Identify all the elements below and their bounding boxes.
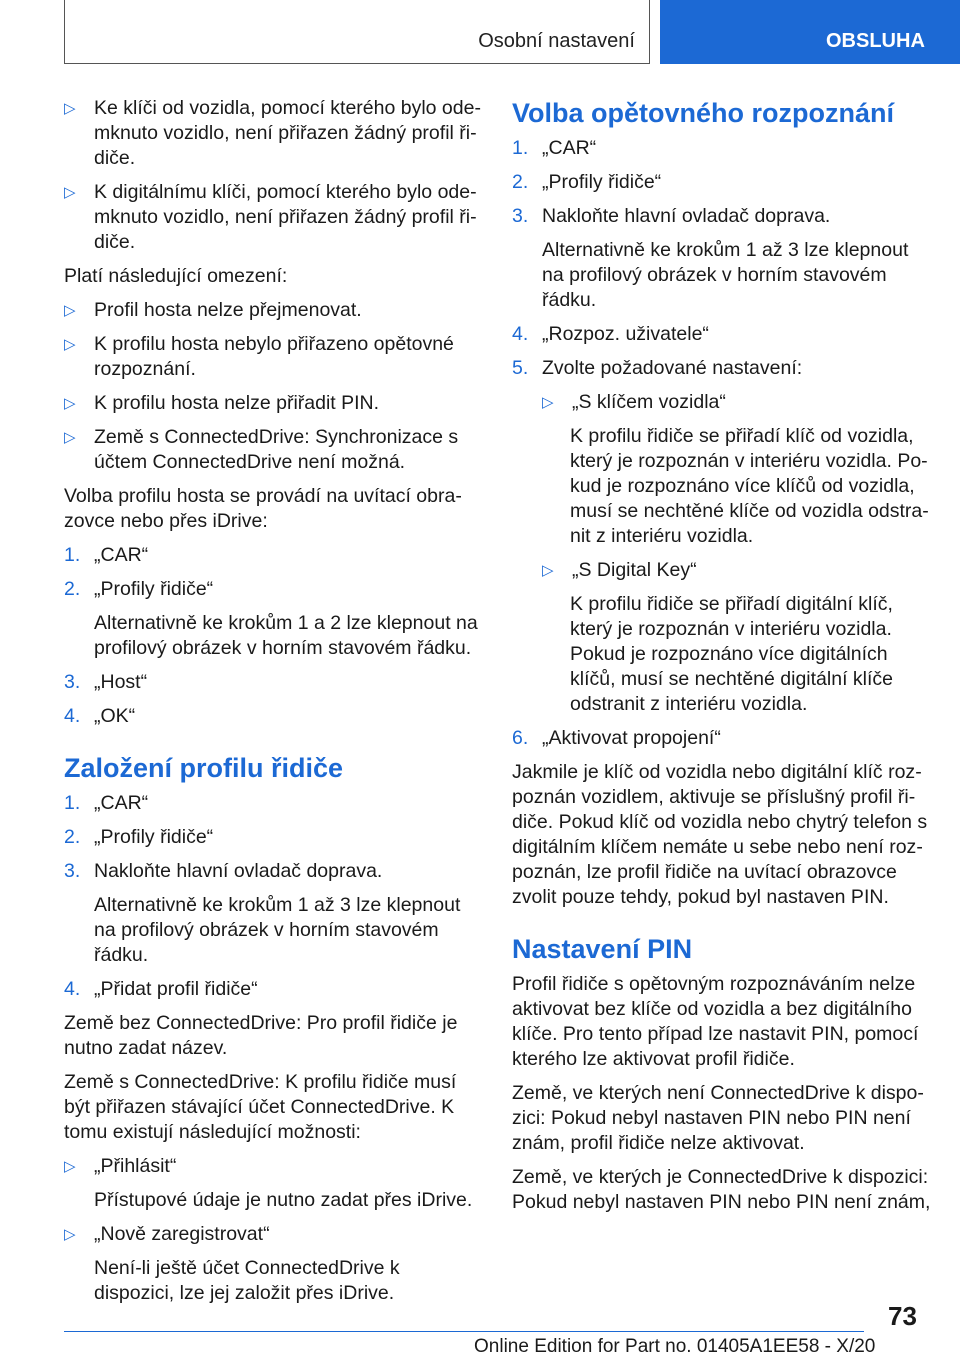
paragraph: Země s ConnectedDrive: K profilu řidiče musí být přiřazen stávající účet ConnectedDrive. K tomu existují následující možnosti: xyxy=(64,1071,457,1143)
header-section-title: Osobní nastavení xyxy=(478,30,635,52)
header-chapter-tab: OBSLUHA xyxy=(660,0,960,64)
step-item: 1. „CAR“ xyxy=(512,137,597,159)
list-item: ▷ Profil hosta nelze přejmenovat. xyxy=(64,299,362,321)
right-column xyxy=(512,96,932,1224)
step-note: Alternativně ke krokům 1 až 3 lze klepnout na profilový obrázek v horním stavovém řádku. xyxy=(94,894,461,966)
page-number: 73 xyxy=(888,1301,917,1331)
step-note: Alternativně ke krokům 1 až 3 lze klepnout na profilový obrázek v horním stavovém řádku. xyxy=(542,239,909,311)
step-item: 6. „Aktivovat propojení“ xyxy=(512,727,721,749)
list-item: ▷ K profilu hosta nebylo přiřazeno opětovné rozpoznání. xyxy=(64,333,454,380)
step-item: 2. „Profily řidiče“ xyxy=(64,578,214,600)
step-number: 1. xyxy=(64,792,81,814)
step-number: 4. xyxy=(64,705,81,727)
step-number: 3. xyxy=(64,860,81,882)
list-item: ▷ K digitálnímu klíči, pomocí kterého bylo odemknuto vozidlo, není přiřazen žádný profil řidiče. xyxy=(64,181,477,253)
paragraph: Jakmile je klíč od vozidla nebo digitální klíč rozpoznán vozidlem, aktivuje se příslušný profil řidiče. Pokud klíč od vozidla nebo chytrý telefon s digitálním klíčem nemáte u sebe nebo není rozpoznán, lze profil řidiče na uvítací obrazovce zvolit pouze tehdy, pokud byl nastaven PIN. xyxy=(512,761,928,908)
step-number: 4. xyxy=(64,978,81,1000)
bullet-icon: ▷ xyxy=(64,1158,76,1175)
step-number: 4. xyxy=(512,323,529,345)
bullet-icon: ▷ xyxy=(64,395,76,412)
step-note: Alternativně ke krokům 1 a 2 lze klepnout na profilový obrázek v horním stavovém řádku. xyxy=(94,612,478,659)
section-heading: Volba opětovného rozpoznání xyxy=(512,98,894,128)
paragraph: Platí následující omezení: xyxy=(64,265,288,287)
step-item: 4. „Přidat profil řidiče“ xyxy=(64,978,258,1000)
footer-edition: Online Edition for Part no. 01405A1EE58 - X/20 xyxy=(474,1336,876,1357)
section-heading: Nastavení PIN xyxy=(512,934,693,964)
list-item: ▷ „S Digital Key“ xyxy=(542,559,697,581)
step-number: 6. xyxy=(512,727,529,749)
bullet-icon: ▷ xyxy=(64,1226,76,1243)
paragraph: Země bez ConnectedDrive: Pro profil řidiče je nutno zadat název. xyxy=(64,1012,458,1059)
step-number: 1. xyxy=(512,137,529,159)
step-number: 3. xyxy=(512,205,529,227)
bullet-icon: ▷ xyxy=(64,429,76,446)
left-column xyxy=(64,96,484,1315)
bullet-note: K profilu řidiče se přiřadí digitální klíč, který je rozpoznán v interiéru vozidla. Pokud je rozpoznáno více digitálních klíčů, musí se nechtěné digitální klíče odstranit z interiéru vozidla. xyxy=(570,593,893,715)
step-number: 5. xyxy=(512,357,529,379)
step-number: 2. xyxy=(64,826,81,848)
bullet-icon: ▷ xyxy=(64,302,76,319)
step-item: 3. „Host“ xyxy=(64,671,148,693)
list-item: ▷ Ke klíči od vozidla, pomocí kterého bylo odemknuto vozidlo, není přiřazen žádný profil řidiče. xyxy=(64,97,481,169)
bullet-note: Přístupové údaje je nutno zadat přes iDrive. xyxy=(94,1189,473,1211)
footer-divider xyxy=(64,1331,864,1332)
step-item: 1. „CAR“ xyxy=(64,544,149,566)
step-number: 3. xyxy=(64,671,81,693)
list-item: ▷ Země s ConnectedDrive: Synchronizace s účtem ConnectedDrive není možná. xyxy=(64,426,459,473)
paragraph: Volba profilu hosta se provádí na uvítací obrazovce nebo přes iDrive: xyxy=(64,485,462,532)
bullet-icon: ▷ xyxy=(542,562,554,579)
step-item: 1. „CAR“ xyxy=(64,792,149,814)
step-item: 3. Nakloňte hlavní ovladač doprava. xyxy=(512,205,831,227)
paragraph: Profil řidiče s opětovným rozpoznáváním nelze aktivovat bez klíče od vozidla a bez digitálního klíče. Pro tento případ lze nastavit PIN, pomocí kterého lze aktivovat profil řidiče. xyxy=(512,973,919,1070)
paragraph: Země, ve kterých je ConnectedDrive k dispozici: Pokud nebyl nastaven PIN nebo PIN není znám, xyxy=(512,1166,931,1213)
step-item: 2. „Profily řidiče“ xyxy=(64,826,214,848)
bullet-icon: ▷ xyxy=(64,184,76,201)
step-item: 4. „Rozpoz. uživatele“ xyxy=(512,323,709,345)
header-section-box xyxy=(64,0,650,64)
list-item: ▷ „Přihlásit“ xyxy=(64,1155,177,1177)
paragraph: Země, ve kterých není ConnectedDrive k dispozici: Pokud nebyl nastaven PIN nebo PIN není znám, profil řidiče nelze aktivovat. xyxy=(512,1082,924,1154)
list-item: ▷ „Nově zaregistrovat“ xyxy=(64,1223,270,1245)
list-item: ▷ K profilu hosta nelze přiřadit PIN. xyxy=(64,392,380,414)
step-item: 3. Nakloňte hlavní ovladač doprava. xyxy=(64,860,383,882)
step-number: 2. xyxy=(64,578,81,600)
step-number: 1. xyxy=(64,544,81,566)
step-number: 2. xyxy=(512,171,529,193)
step-item: 2. „Profily řidiče“ xyxy=(512,171,662,193)
bullet-note: K profilu řidiče se přiřadí klíč od vozidla, který je rozpoznán v interiéru vozidla. Pokud je rozpoznáno více klíčů od vozidla, musí se nechtěné klíče od vozidla odstranit z interiéru vozidla. xyxy=(570,425,929,547)
bullet-icon: ▷ xyxy=(64,100,76,117)
bullet-icon: ▷ xyxy=(64,336,76,353)
list-item: ▷ „S klíčem vozidla“ xyxy=(542,391,726,413)
bullet-icon: ▷ xyxy=(542,394,554,411)
section-heading: Založení profilu řidiče xyxy=(64,753,344,783)
step-item: 4. „OK“ xyxy=(64,705,136,727)
bullet-note: Není-li ještě účet ConnectedDrive k dispozici, lze jej založit přes iDrive. xyxy=(94,1257,400,1304)
step-item: 5. Zvolte požadované nastavení: xyxy=(512,357,803,379)
